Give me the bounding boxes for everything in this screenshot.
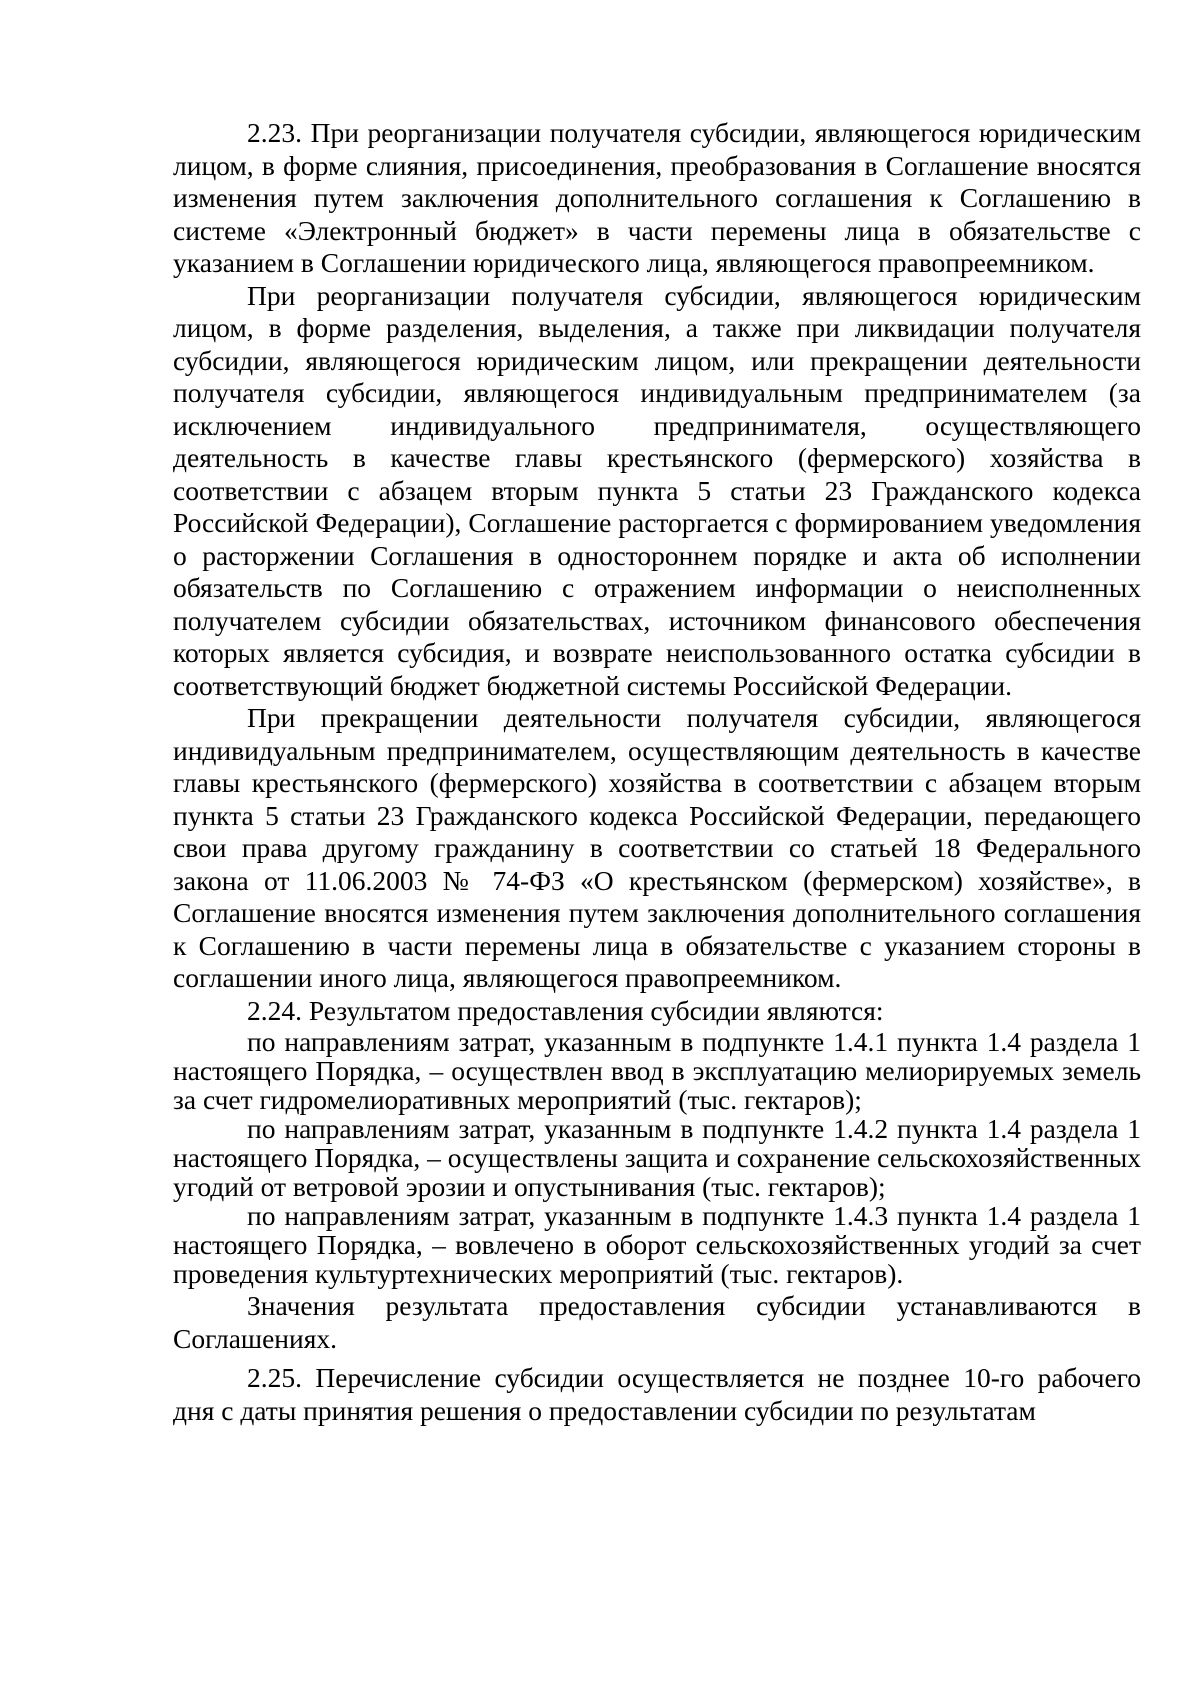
paragraph-result-values: Значения результата предоставления субсидии устанавливаются в Соглашениях. — [173, 1290, 1141, 1354]
document-body — [173, 117, 1141, 1427]
paragraph-2-23: 2.23. При реорганизации получателя субсидии, являющегося юридическим лицом, в форме слияния, присоединения, преобразования в Соглашение вносятся изменения путем заключения дополнительного соглашения к Соглашению в системе «Электронный бюджет» в части перемены лица в обязательстве с указанием в Соглашении юридического лица, являющегося правопреемником. — [173, 117, 1141, 278]
paragraph-reorganization-division: При реорганизации получателя субсидии, являющегося юридическим лицом, в форме разделения, выделения, а также при ликвидации получателя субсидии, являющегося юридическим лицом, или прекращении деятельности получателя субсидии, являющегося индивидуальным предпринимателем (за исключением индивидуального предпринимателя, осуществляющего деятельность в качестве главы крестьянского (фермерского) хозяйства в соответствии с абзацем вторым пункта 5 статьи 23 Гражданского кодекса Российской Федерации), Соглашение расторгается с формированием уведомления о расторжении Соглашения в одностороннем порядке и акта об исполнении обязательств по Соглашению с отражением информации о неисполненных получателем субсидии обязательствах, источником финансового обеспечения которых является субсидия, и возврате неиспользованного остатка субсидии в соответствующий бюджет бюджетной системы Российской Федерации. — [173, 279, 1141, 701]
paragraph-termination-entrepreneur: При прекращении деятельности получателя субсидии, являющегося индивидуальным предпринимателем, осуществляющим деятельность в качестве главы крестьянского (фермерского) хозяйства в соответствии с абзацем вторым пункта 5 статьи 23 Гражданского кодекса Российской Федерации, передающего свои права другому гражданину в соответствии со статьей 18 Федерального закона от 11.06.2003 № 74-ФЗ «О крестьянском (фермерском) хозяйстве», в Соглашение вносятся изменения путем заключения дополнительного соглашения к Соглашению в части перемены лица в обязательстве с указанием стороны в соглашении иного лица, являющегося правопреемником. — [173, 702, 1141, 993]
paragraph-result-1-4-3: по направлениям затрат, указанным в подпункте 1.4.3 пункта 1.4 раздела 1 настоящего Порядка, – вовлечено в оборот сельскохозяйственных угодий за счет проведения культуртехнических мероприятий (тыс. гектаров). — [173, 1200, 1141, 1289]
paragraph-2-25: 2.25. Перечисление субсидии осуществляется не позднее 10-го рабочего дня с даты принятия решения о предоставлении субсидии по результатам — [173, 1362, 1141, 1426]
paragraph-result-1-4-1: по направлениям затрат, указанным в подпункте 1.4.1 пункта 1.4 раздела 1 настоящего Порядка, – осуществлен ввод в эксплуатацию мелиорируемых земель за счет гидромелиоративных мероприятий (тыс. гектаров); — [173, 1026, 1141, 1115]
paragraph-result-1-4-2: по направлениям затрат, указанным в подпункте 1.4.2 пункта 1.4 раздела 1 настоящего Порядка, – осуществлены защита и сохранение сельскохозяйственных угодий от ветровой эрозии и опустынивания (тыс. гектаров); — [173, 1113, 1141, 1202]
paragraph-2-24: 2.24. Результатом предоставления субсидии являются: — [247, 994, 884, 1026]
